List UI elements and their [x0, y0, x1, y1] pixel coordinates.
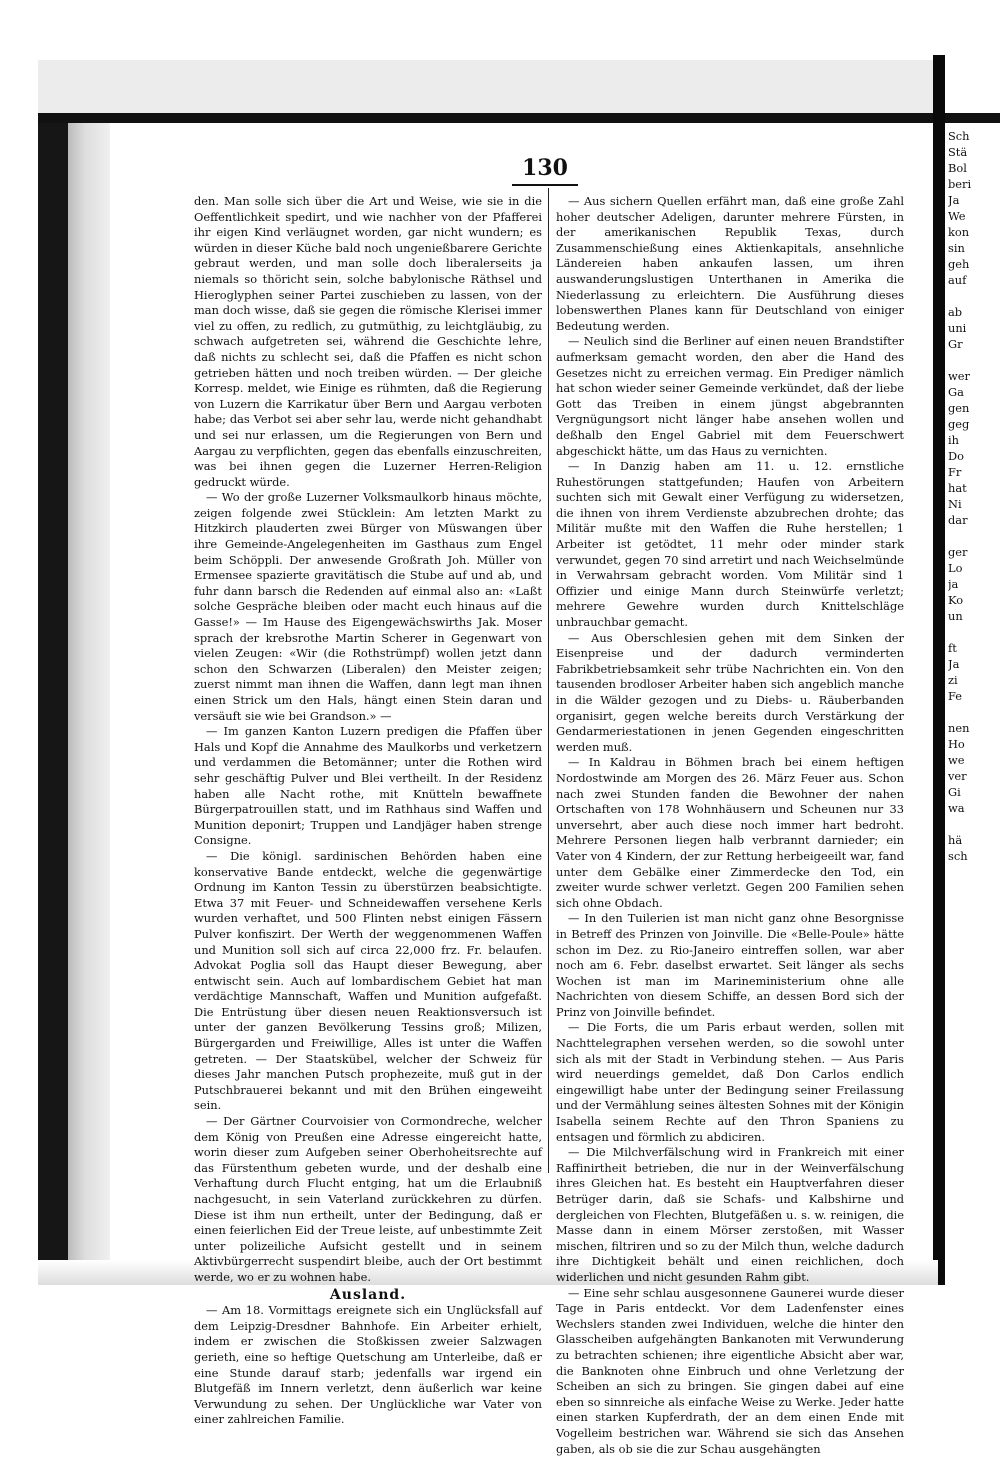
next-page-fragment	[948, 624, 1000, 640]
next-page-fragment: auf	[948, 273, 967, 287]
article-paragraph: — Die Milchverfälschung wird in Frankreich mit einer Raffinirtheit betrieben, die nur in der Weinverfälschung ihres Gleichen hat. Es besteht ein Hauptverfahren dieser Betrüger darin, daß sie Schafs- und Kalbshirne und dergleichen von Flechten, Blutgefäßen u. s. w. reinigen, die Masse dann in einem Mörser zerstoßen, mit Wasser mischen, filtriren und so zu der Milch thun, welche dadurch ihre Dichtigkeit behält und einen reichlichen, doch widerlichen und nicht gesunden Rahm gibt.	[556, 1145, 904, 1284]
next-page-fragment: Lo	[948, 561, 963, 575]
next-page-fragment: Ja	[948, 193, 960, 207]
next-page-fragment: beri	[948, 177, 972, 191]
article-paragraph: — Am 18. Vormittags ereignete sich ein Unglücksfall auf dem Leipzig-Dresdner Bahnhofe. Ein Arbeiter erhielt, indem er zwischen die Stoßkissen zweier Salzwagen gerieth, eine so heftige Quetschung am Unterleibe, daß er eine Stunde darauf starb; jedenfalls war irgend ein Blutgefäß im Innern verletzt, denn äußerlich war keine Verwundung zu sehen. Der Unglückliche war Vater von einer zahlreichen Familie.	[194, 1303, 542, 1427]
article-paragraph: — In Kaldrau in Böhmen brach bei einem heftigen Nordostwinde am Morgen des 26. März Feuer aus. Schon nach zwei Stunden fanden die Bewohner der nahen Ortschaften von 178 Wohnhäusern und Scheunen nur 33 unversehrt, aber auch diese noch immer hart bedroht. Mehrere Personen liegen halb verbrannt darnieder; ein Vater von 4 Kindern, der zur Rettung herbeigeeilt war, fand unter dem Gebälke einer Zimmerdecke den Tod, ein zweiter wurde schwer verletzt. Gegen 200 Familien sehen sich ohne Obdach.	[556, 755, 904, 910]
article-paragraph: — Die Forts, die um Paris erbaut werden, sollen mit Nachttelegraphen versehen werden, so die sowohl unter sich als mit der Stadt in Verbindung stehen. — Aus Paris wird neuerdings gemeldet, daß Don Carlos endlich eingewilligt habe unter der Bedingung seiner Freilassung und der Vermählung seines ältesten Sohnes mit der Königin Isabella seinem Rechte auf den Thron Spaniens zu entsagen und förmlich zu abdiciren.	[556, 1020, 904, 1144]
next-page-fragment: hä	[948, 833, 963, 847]
next-page-fragment: Sch	[948, 129, 970, 143]
next-page-fragment: Gi	[948, 785, 961, 799]
column-divider	[548, 188, 549, 1173]
article-paragraph: — In den Tuilerien ist man nicht ganz ohne Besorgnisse in Betreff des Prinzen von Joinville. Die «Belle-Poule» hätte schon im Dez. zu Rio-Janeiro eintreffen sollen, war aber noch am 6. Febr. daselbst erwartet. Seit länger als sechs Wochen ist man im Marineministerium ohne alle Nachrichten von diesem Schiffe, an dessen Bord sich der Prinz von Joinville befindet.	[556, 911, 904, 1019]
next-page-fragment: Bol	[948, 161, 967, 175]
next-page-fragment: Ga	[948, 385, 964, 399]
next-page-fragment: uni	[948, 321, 967, 335]
next-page-fragment: Gr	[948, 337, 963, 351]
article-paragraph: — Wo der große Luzerner Volksmaulkorb hinaus möchte, zeigen folgende zwei Stücklein: Am letzten Markt zu Hitzkirch plauderten zwei Bürger von Müswangen über ihre Gemeinde-Angelegenheiten im Gasthaus zum Engel beim Schöppli. Der anwesende Großrath Joh. Müller von Ermensee spazierte gravitätisch die Stube auf und ab, und fuhr dann barsch die Redenden auf einmal also an: «Laßt solche Gespräche bleiben oder macht euch hinaus auf die Gasse!» — Im Hause des Eigengewächswirths Jak. Moser sprach der krebsrothe Martin Scherer in Gegenwart von vielen Zeugen: «Wir (die Rothstrümpf) wollen jetzt dann schon den Schwarzen (Liberalen) den Meister zeigen; zuerst nimmt man ihnen die Waffen, dann legt man ihnen einen Strick um den Hals, hängt einen Stein daran und versäuft sie wie bei Grandson.» —	[194, 490, 542, 723]
article-paragraph: — Aus sichern Quellen erfährt man, daß eine große Zahl hoher deutscher Adeligen, darunter mehrere Fürsten, in der amerikanischen Republik Texas, durch Zusammenschießung eines Aktienkapitals, ansehnliche Ländereien haben ankaufen lassen, um ihren auswanderungslustigen Unterthanen in Amerika die Niederlassung zu erleichtern. Die Ausführung dieses lobenswerthen Planes kann für Deutschland von einiger Bedeutung werden.	[556, 194, 904, 333]
next-page-fragment: geh	[948, 257, 970, 271]
next-page-fragment: wer	[948, 369, 970, 383]
article-paragraph: — Die königl. sardinischen Behörden haben eine konservative Bande entdeckt, welche die gegenwärtige Ordnung im Kanton Tessin zu überstürzen beabsichtigte. Etwa 37 mit Feuer- und Schneidewaffen versehene Kerls wurden verhaftet, und 500 Flinten nebst einigen Fässern Pulver konfiszirt. Der Werth der weggenommenen Waffen und Munition soll sich auf circa 22,000 frz. Fr. belaufen. Advokat Poglia soll das Haupt dieser Bewegung, aber entwischt sein. Auch auf lombardischem Gebiet hat man verdächtige Mannschaft, Waffen und Munition aufgefaßt. Die Entrüstung über diesen neuen Reaktionsversuch ist unter der ganzen Bevölkerung Tessins groß; Milizen, Bürgergarden und Freiwillige, Alles ist unter die Waffen getreten. — Der Staatskübel, welcher der Schweiz für dieses Jahr manchen Putsch prophezeite, muß gut in der Putschbrauerei bekannt und mit den Brühen eingeweiht sein.	[194, 848, 542, 1113]
next-page-fragment: ab	[948, 305, 963, 319]
right-column	[556, 194, 904, 1457]
article-paragraph: — Neulich sind die Berliner auf einen neuen Brandstifter aufmerksam gemacht worden, den aber die Hand des Gesetzes nicht zu erreichen vermag. Ein Prediger nämlich hat schon wieder seiner Gemeinde verkündet, daß der liebe Gott das Treiben in einem jüngst abgebrannten Vergnügungsort nicht länger habe ansehen wollen und deßhalb den Engel Gabriel mit dem Feuerschwert abgeschickt hätte, um das Haus zu vernichten.	[556, 334, 904, 458]
next-page-fragment: ger	[948, 545, 968, 559]
next-page-fragment: sin	[948, 241, 965, 255]
page-top-rule	[38, 113, 1000, 123]
scan-right-binding	[933, 55, 945, 1285]
next-page-fragment: Fe	[948, 689, 963, 703]
next-page-fragment: Ja	[948, 657, 960, 671]
section-heading-ausland: Ausland.	[329, 1286, 407, 1303]
next-page-fragment: ja	[948, 577, 959, 591]
page-number-rule	[512, 184, 578, 186]
next-page-fragment: hat	[948, 481, 967, 495]
article-paragraph: — Aus Oberschlesien gehen mit dem Sinken der Eisenpreise und der dadurch verminderten Fabrikbetriebsamkeit sehr trübe Nachrichten ein. Von den tausenden brodloser Arbeiter haben sich angeblich manche in die Wälder gezogen und zu Diebs- u. Räuberbanden organisirt, gegen welche bereits durch Verstärkung der Gendarmeriestationen in jenen Gegenden eingeschritten werden muß.	[556, 630, 904, 754]
scan-left-binding-shadow	[38, 115, 68, 1285]
article-paragraph: — Im ganzen Kanton Luzern predigen die Pfaffen über Hals und Kopf die Annahme des Maulkorbs und verketzern und verdammen die Betomänner; unter die Rothen wird sehr geschäftig Pulver und Blei vertheilt. In der Residenz haben alle Nacht rothe, mit Knütteln bewaffnete Bürgerpatrouillen statt, und im Rathhaus sind Waffen und Munition deponirt; Truppen und Landjäger haben strenge Consigne.	[194, 724, 542, 848]
next-page-fragment: zi	[948, 673, 958, 687]
next-page-fragment: Ko	[948, 593, 964, 607]
next-page-fragment: Stä	[948, 145, 968, 159]
next-page-edge-text	[948, 128, 1000, 1258]
next-page-fragment: ft	[948, 641, 957, 655]
next-page-fragment: Fr	[948, 465, 962, 479]
next-page-fragment	[948, 528, 1000, 544]
next-page-fragment: gen	[948, 401, 970, 415]
next-page-fragment: ver	[948, 769, 967, 783]
next-page-fragment: dar	[948, 513, 968, 527]
next-page-fragment: Ho	[948, 737, 965, 751]
next-page-fragment: we	[948, 753, 965, 767]
next-page-fragment: sch	[948, 849, 968, 863]
next-page-fragment: nen	[948, 721, 970, 735]
article-paragraph: — Eine sehr schlau ausgesonnene Gaunerei wurde dieser Tage in Paris entdeckt. Vor dem Ladenfenster eines Wechslers standen zwei Individuen, welche die hinter den Glasscheiben aufgehängten Bankanoten mit Verwunderung zu betrachten schienen; ihre eigentliche Absicht aber war, die Banknoten ohne Einbruch und ohne Verletzung der Scheiben an sich zu bringen. Sie gingen dabei auf eine eben so sinnreiche als einfache Weise zu Werke. Jeder hatte einen starken Kupferdrath, der an dem einen Ende mit Vogelleim bestrichen war. Während sie sich das Ansehen gaben, als ob sie die zur Schau ausgehängten	[556, 1285, 904, 1456]
article-paragraph: — Der Gärtner Courvoisier von Cormondreche, welcher dem König von Preußen eine Adresse eingereicht hatte, worin dieser zum Aufgeben seiner Oberhoheitsrechte auf das Fürstenthum gebeten wurde, und der deshalb eine Verhaftung durch Flucht entging, hat um die Erlaubniß nachgesucht, in sein Vaterland zurückkehren zu dürfen. Diese ist ihm nun ertheilt, unter der Bedingung, daß er einen feierlichen Eid der Treue leiste, auf unbestimmte Zeit unter polizeiliche Aufsicht gestellt und in seinem Aktivbürgerrecht suspendirt bleibe, auch der Ort bestimmt werde, wo er zu wohnen habe.	[194, 1114, 542, 1284]
next-page-fragment	[948, 816, 1000, 832]
next-page-fragment: un	[948, 609, 963, 623]
next-page-fragment	[948, 704, 1000, 720]
article-paragraph: den. Man solle sich über die Art und Weise, wie sie in die Oeffentlichkeit spedirt, und wie nachher von der Pfafferei ihr eigen Kind verläugnet worden, gar nicht wundern; es würden in dieser Küche bald noch ungenießbarere Gerichte gebraut werden, und man solle doch liberalerseits ja niemals so thöricht sein, solche babylonische Räthsel und Hieroglyphen seiner Partei zuschieben zu lassen, von der man doch wisse, daß sie gegen die römische Klerisei immer viel zu offen, zu redlich, zu gutmüthig, zu leichtgläubig, zu schwach aufgetreten sei, während die Geschichte lehre, daß nichts zu schlecht sei, daß die Pfaffen es nicht schon getrieben hätten und noch treiben würden. — Der gleiche Korresp. meldet, wie Einige es rühmten, daß die Regierung von Luzern die Karrikatur über Bern und Aargau verboten habe; das Verbot sei aber sehr lau, werde nicht gehandhabt und sei nur erlassen, um die Regierungen von Bern und Aargau zu verpflichten, gegen das ebenfalls einzuschreiten, was bei ihnen gegen die Luzerner Herren-Religion gedruckt würde.	[194, 194, 542, 489]
next-page-fragment	[948, 352, 1000, 368]
next-page-fragment: wa	[948, 801, 965, 815]
next-page-fragment: geg	[948, 417, 970, 431]
next-page-fragment: ih	[948, 433, 959, 447]
next-page-fragment	[948, 288, 1000, 304]
scan-margin-top	[38, 60, 933, 115]
next-page-fragment: Do	[948, 449, 964, 463]
scan-left-page-edge	[68, 115, 110, 1285]
next-page-fragment: We	[948, 209, 966, 223]
next-page-fragment: Ni	[948, 497, 962, 511]
next-page-fragment: kon	[948, 225, 970, 239]
page-number: 130	[522, 155, 568, 181]
article-paragraph: — In Danzig haben am 11. u. 12. ernstliche Ruhestörungen stattgefunden; Haufen von Arbeitern suchten sich mit Gewalt einer Verfügung zu widersetzen, die ihnen von ihrem Verdienste abzubrechen drohte; das Militär mußte mit den Waffen die Ruhe herstellen; 1 Arbeiter ist getödtet, 11 mehr oder minder stark verwundet, gegen 70 sind arretirt und nach Weichselmünde in Verwahrsam gebracht worden. Vom Militär sind 1 Offizier und einige Mann durch Steinwürfe verletzt; mehrere Gewehre wurden durch Knittelschläge unbrauchbar gemacht.	[556, 459, 904, 630]
left-column	[194, 194, 542, 1428]
